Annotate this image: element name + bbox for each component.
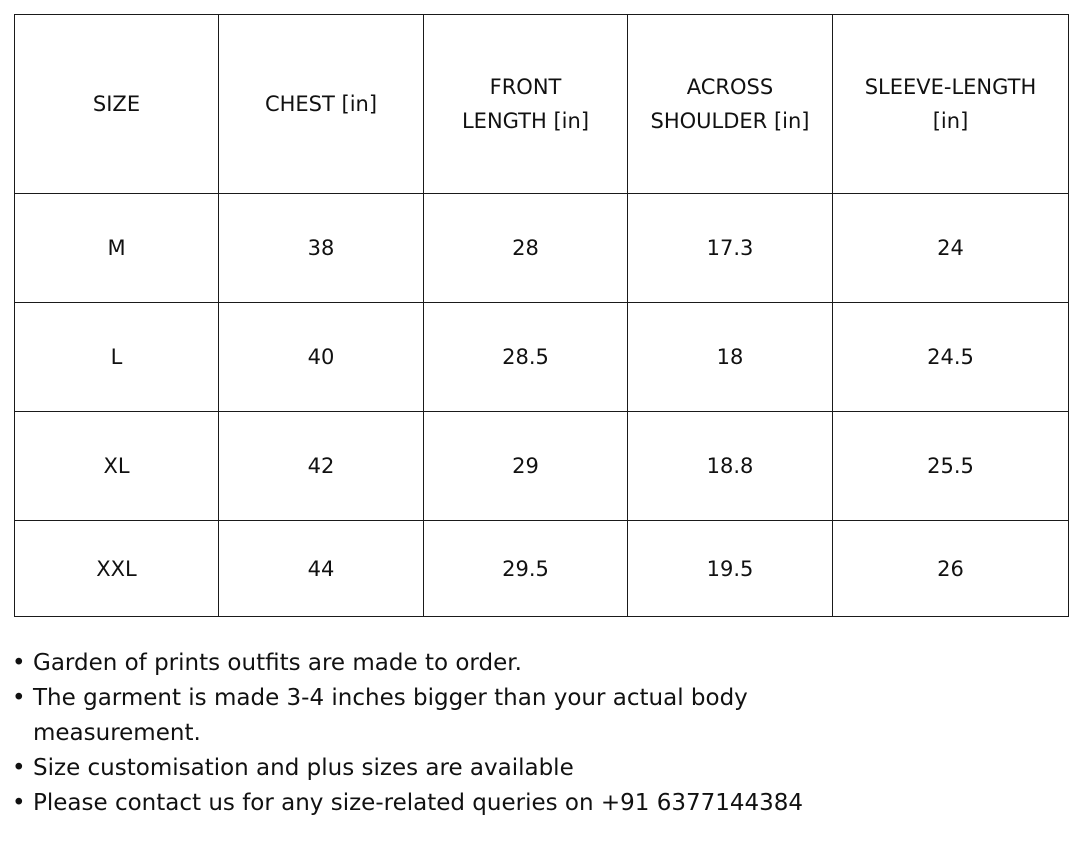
header-chest: CHEST [in] <box>219 15 424 194</box>
note-text: Size customisation and plus sizes are available <box>33 755 574 781</box>
across-shoulder-cell: 19.5 <box>628 521 833 617</box>
note-text: Garden of prints outfits are made to order. <box>33 650 522 676</box>
list-item <box>10 681 830 751</box>
header-sleeve-length: SLEEVE-LENGTH [in] <box>833 15 1069 194</box>
list-item <box>10 646 830 681</box>
bullet-icon: • <box>12 790 26 816</box>
size-cell: M <box>15 194 219 303</box>
table-row <box>15 412 1069 521</box>
list-item <box>10 751 830 786</box>
table-header-row <box>15 15 1069 194</box>
bullet-icon: • <box>12 650 26 676</box>
header-size: SIZE <box>15 15 219 194</box>
bullet-icon: • <box>12 755 26 781</box>
across-shoulder-cell: 18 <box>628 303 833 412</box>
chest-cell: 38 <box>219 194 424 303</box>
across-shoulder-cell: 17.3 <box>628 194 833 303</box>
sleeve-length-cell: 24.5 <box>833 303 1069 412</box>
front-length-cell: 29.5 <box>424 521 628 617</box>
size-notes-list <box>10 646 830 821</box>
size-cell: XXL <box>15 521 219 617</box>
chest-cell: 44 <box>219 521 424 617</box>
size-cell: XL <box>15 412 219 521</box>
chest-cell: 42 <box>219 412 424 521</box>
note-text: The garment is made 3-4 inches bigger than your actual body measurement. <box>33 685 748 746</box>
sleeve-length-cell: 24 <box>833 194 1069 303</box>
size-chart-table <box>14 14 1069 617</box>
sleeve-length-cell: 26 <box>833 521 1069 617</box>
table-row <box>15 521 1069 617</box>
front-length-cell: 28 <box>424 194 628 303</box>
list-item <box>10 786 830 821</box>
chest-cell: 40 <box>219 303 424 412</box>
note-text: Please contact us for any size-related queries on +91 6377144384 <box>33 790 804 816</box>
size-cell: L <box>15 303 219 412</box>
front-length-cell: 29 <box>424 412 628 521</box>
header-across-shoulder: ACROSS SHOULDER [in] <box>628 15 833 194</box>
bullet-icon: • <box>12 685 26 711</box>
table-row <box>15 194 1069 303</box>
across-shoulder-cell: 18.8 <box>628 412 833 521</box>
sleeve-length-cell: 25.5 <box>833 412 1069 521</box>
table-row <box>15 303 1069 412</box>
header-front-length: FRONT LENGTH [in] <box>424 15 628 194</box>
front-length-cell: 28.5 <box>424 303 628 412</box>
